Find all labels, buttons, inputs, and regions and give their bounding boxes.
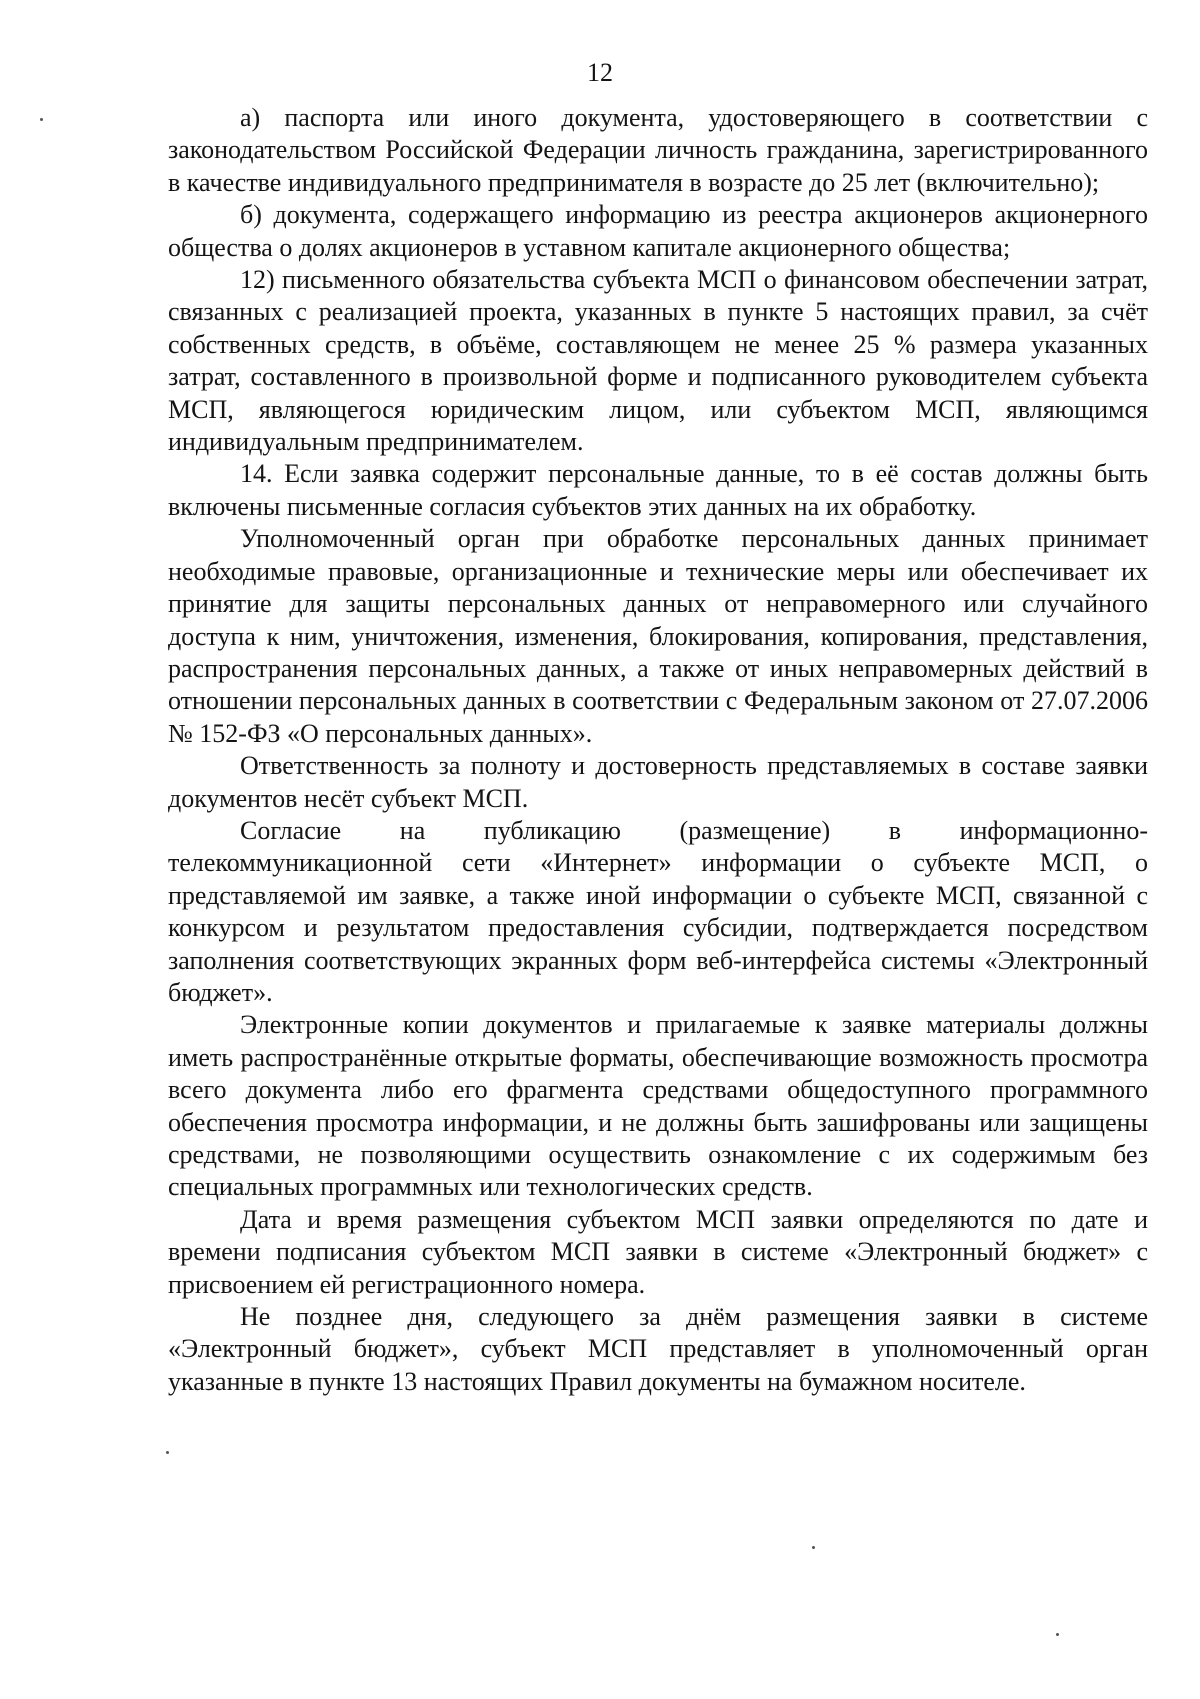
- paragraph-paper-documents: Не позднее дня, следующего за днём размещения заявки в системе «Электронный бюджет», субъект МСП представляет в уполномоченный орган указанные в пункте 13 настоящих Правил документы на бумажном носителе.: [168, 1302, 1148, 1396]
- scan-speck: [1056, 1633, 1059, 1636]
- page-number: 12: [587, 58, 613, 87]
- document-body: [168, 102, 1148, 1398]
- paragraph-responsibility: Ответственность за полноту и достоверность представляемых в составе заявки документов несёт субъект МСП.: [168, 751, 1148, 813]
- paragraph-submission-datetime: Дата и время размещения субъектом МСП заявки определяются по дате и времени подписания субъектом МСП заявки в системе «Электронный бюджет» с присвоением ей регистрационного номера.: [168, 1204, 1148, 1299]
- paragraph-personal-data-protection: Уполномоченный орган при обработке персональных данных принимает необходимые правовые, организационные и технические меры или обеспечивает их принятие для защиты персональных данных от неправомерного или случайного доступа к ним, уничтожения, изменения, блокирования, копирования, представления, распространения персональных данных, а также от иных неправомерных действий в отношении персональных данных в соответствии с Федеральным законом от 27.07.2006 № 152-ФЗ «О персональных данных».: [168, 524, 1148, 748]
- paragraph-financing-obligation: 12) письменного обязательства субъекта МСП о финансовом обеспечении затрат, связанных с реализацией проекта, указанных в пункте 5 настоящих правил, за счёт собственных средств, в объёме, составляющем не менее 25 % размера указанных затрат, составленного в произвольной форме и подписанного руководителем субъекта МСП, являющегося юридическим лицом, или субъектом МСП, являющимся индивидуальным предпринимателем.: [168, 265, 1148, 457]
- scan-speck: [166, 1451, 169, 1454]
- scan-speck: [40, 118, 43, 121]
- paragraph-passport: а) паспорта или иного документа, удостоверяющего в соответствии с законодательством Российской Федерации личность гражданина, зарегистрированного в качестве индивидуального предпринимателя в возрасте до 25 лет (включительно);: [168, 103, 1148, 197]
- paragraph-electronic-copies: Электронные копии документов и прилагаемые к заявке материалы должны иметь распространённые открытые форматы, обеспечивающие возможность просмотра всего документа либо его фрагмента средствами общедоступного программного обеспечения просмотра информации, и не должны быть зашифрованы или защищены средствами, не позволяющими осуществить ознакомление с их содержимым без специальных программных или технологических средств.: [168, 1010, 1148, 1202]
- paragraph-personal-data-consent: 14. Если заявка содержит персональные данные, то в её состав должны быть включены письменные согласия субъектов этих данных на их обработку.: [168, 459, 1148, 521]
- paragraph-shareholders-register: б) документа, содержащего информацию из реестра акционеров акционерного общества о долях акционеров в уставном капитале акционерного общества;: [168, 200, 1148, 262]
- scan-speck: [812, 1546, 815, 1549]
- paragraph-publication-consent: Согласие на публикацию (размещение) в информационно-телекоммуникационной сети «Интернет» информации о субъекте МСП, о представляемой им заявке, а также иной информации о субъекте МСП, связанной с конкурсом и результатом предоставления субсидии, подтверждается посредством заполнения соответствующих экранных форм веб-интерфейса системы «Электронный бюджет».: [168, 815, 1148, 1007]
